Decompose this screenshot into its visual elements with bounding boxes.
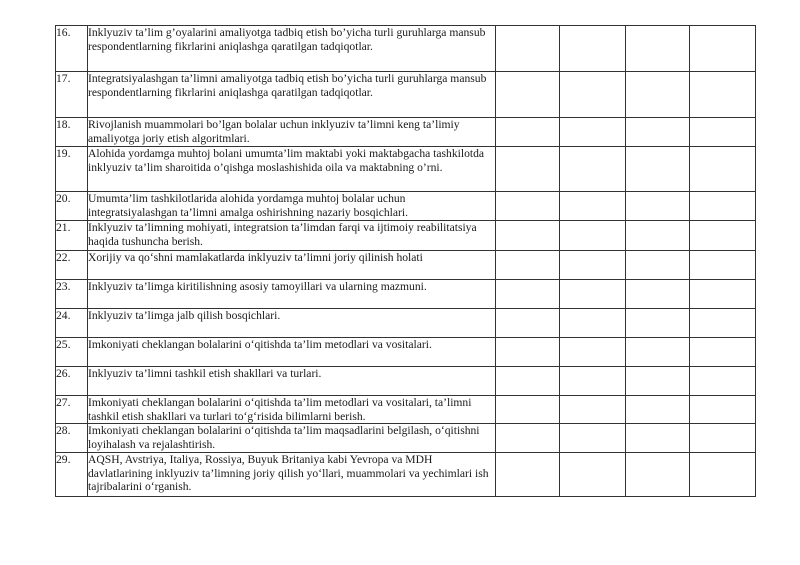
empty-cell (690, 192, 756, 221)
table-row (56, 396, 756, 424)
empty-cell (496, 26, 560, 72)
topic-text: Alohida yordamga muhtoj bolani umumta’lim maktabi yoki maktabgacha tashkilotda inklyuziv ta’lim sharoitida o’qishga moslashishida oila va maktabning o’rni. (88, 147, 496, 192)
row-number: 23. (56, 280, 88, 309)
topic-text: Rivojlanish muammolari bo’lgan bolalar uchun inklyuziv ta’limni keng ta’limiy amaliyotga joriy etish algoritmlari. (88, 118, 496, 147)
empty-cell (690, 453, 756, 497)
empty-cell (496, 118, 560, 147)
table-row (56, 26, 756, 72)
empty-cell (690, 338, 756, 367)
empty-cell (496, 280, 560, 309)
row-number: 18. (56, 118, 88, 147)
empty-cell (690, 396, 756, 424)
topics-table-body (56, 26, 756, 497)
empty-cell (690, 251, 756, 280)
table-row (56, 147, 756, 192)
empty-cell (690, 221, 756, 251)
empty-cell (496, 72, 560, 118)
empty-cell (560, 453, 626, 497)
table-row (56, 72, 756, 118)
empty-cell (626, 72, 690, 118)
empty-cell (560, 424, 626, 453)
row-number: 19. (56, 147, 88, 192)
topic-text: Inklyuziv ta’limga kiritilishning asosiy tamoyillari va ularning mazmuni. (88, 280, 496, 309)
empty-cell (496, 147, 560, 192)
empty-cell (626, 453, 690, 497)
empty-cell (560, 221, 626, 251)
empty-cell (626, 309, 690, 338)
row-number: 28. (56, 424, 88, 453)
row-number: 21. (56, 221, 88, 251)
table-row (56, 118, 756, 147)
empty-cell (560, 118, 626, 147)
empty-cell (690, 118, 756, 147)
row-number: 17. (56, 72, 88, 118)
topic-text: Imkoniyati cheklangan bolalarini o‘qitishda ta’lim metodlari va vositalari, ta’limni tashkil etish shakllari va turlari to‘g‘risida bilimlarni berish. (88, 396, 496, 424)
row-number: 22. (56, 251, 88, 280)
topic-text: Xorijiy va qo‘shni mamlakatlarda inklyuziv ta’limni joriy qilinish holati (88, 251, 496, 280)
empty-cell (560, 251, 626, 280)
empty-cell (626, 147, 690, 192)
topic-text: Inklyuziv ta’limni tashkil etish shakllari va turlari. (88, 367, 496, 396)
topics-table (55, 25, 756, 497)
empty-cell (690, 26, 756, 72)
empty-cell (496, 221, 560, 251)
empty-cell (626, 26, 690, 72)
empty-cell (626, 338, 690, 367)
table-row (56, 309, 756, 338)
empty-cell (626, 251, 690, 280)
topic-text: AQSH, Avstriya, Italiya, Rossiya, Buyuk Britaniya kabi Yevropa va MDH davlatlarining inklyuziv ta’limning joriy qilish yo‘llari, muammolari va yechimlari ish tajribalarini o‘rganish. (88, 453, 496, 497)
row-number: 29. (56, 453, 88, 497)
empty-cell (690, 424, 756, 453)
empty-cell (626, 280, 690, 309)
empty-cell (690, 72, 756, 118)
empty-cell (626, 396, 690, 424)
empty-cell (496, 338, 560, 367)
empty-cell (496, 309, 560, 338)
empty-cell (560, 72, 626, 118)
row-number: 26. (56, 367, 88, 396)
topic-text: Inklyuziv ta’lim g’oyalarini amaliyotga tadbiq etish bo’yicha turli guruhlarga mansub respondentlarning fikrlarini aniqlashga qaratilgan tadqiqotlar. (88, 26, 496, 72)
empty-cell (626, 367, 690, 396)
row-number: 27. (56, 396, 88, 424)
topic-text: Inklyuziv ta’limga jalb qilish bosqichlari. (88, 309, 496, 338)
empty-cell (560, 26, 626, 72)
topic-text: Inklyuziv ta’limning mohiyati, integratsion ta’limdan farqi va ijtimoiy reabilitatsiya haqida tushuncha berish. (88, 221, 496, 251)
empty-cell (626, 192, 690, 221)
empty-cell (560, 396, 626, 424)
empty-cell (496, 424, 560, 453)
row-number: 25. (56, 338, 88, 367)
table-row (56, 280, 756, 309)
empty-cell (560, 192, 626, 221)
empty-cell (690, 280, 756, 309)
empty-cell (496, 453, 560, 497)
empty-cell (690, 367, 756, 396)
empty-cell (560, 147, 626, 192)
empty-cell (690, 147, 756, 192)
empty-cell (496, 396, 560, 424)
empty-cell (496, 251, 560, 280)
table-row (56, 192, 756, 221)
topic-text: Integratsiyalashgan ta’limni amaliyotga tadbiq etish bo’yicha turli guruhlarga mansub respondentlarning fikrlarini aniqlashga qaratilgan tadqiqotlar. (88, 72, 496, 118)
empty-cell (626, 424, 690, 453)
table-row (56, 338, 756, 367)
empty-cell (496, 192, 560, 221)
empty-cell (560, 280, 626, 309)
table-row (56, 367, 756, 396)
table-row (56, 221, 756, 251)
table-row (56, 424, 756, 453)
empty-cell (560, 338, 626, 367)
empty-cell (560, 309, 626, 338)
empty-cell (626, 118, 690, 147)
row-number: 24. (56, 309, 88, 338)
row-number: 16. (56, 26, 88, 72)
empty-cell (496, 367, 560, 396)
table-row (56, 251, 756, 280)
table-row (56, 453, 756, 497)
topic-text: Umumta’lim tashkilotlarida alohida yordamga muhtoj bolalar uchun integratsiyalashgan ta’limni amalga oshirishning nazariy bosqichlari. (88, 192, 496, 221)
topic-text: Imkoniyati cheklangan bolalarini o‘qitishda ta’lim maqsadlarini belgilash, o‘qitishni loyihalash va rejalashtirish. (88, 424, 496, 453)
empty-cell (560, 367, 626, 396)
empty-cell (626, 221, 690, 251)
topic-text: Imkoniyati cheklangan bolalarini o‘qitishda ta’lim metodlari va vositalari. (88, 338, 496, 367)
empty-cell (690, 309, 756, 338)
row-number: 20. (56, 192, 88, 221)
